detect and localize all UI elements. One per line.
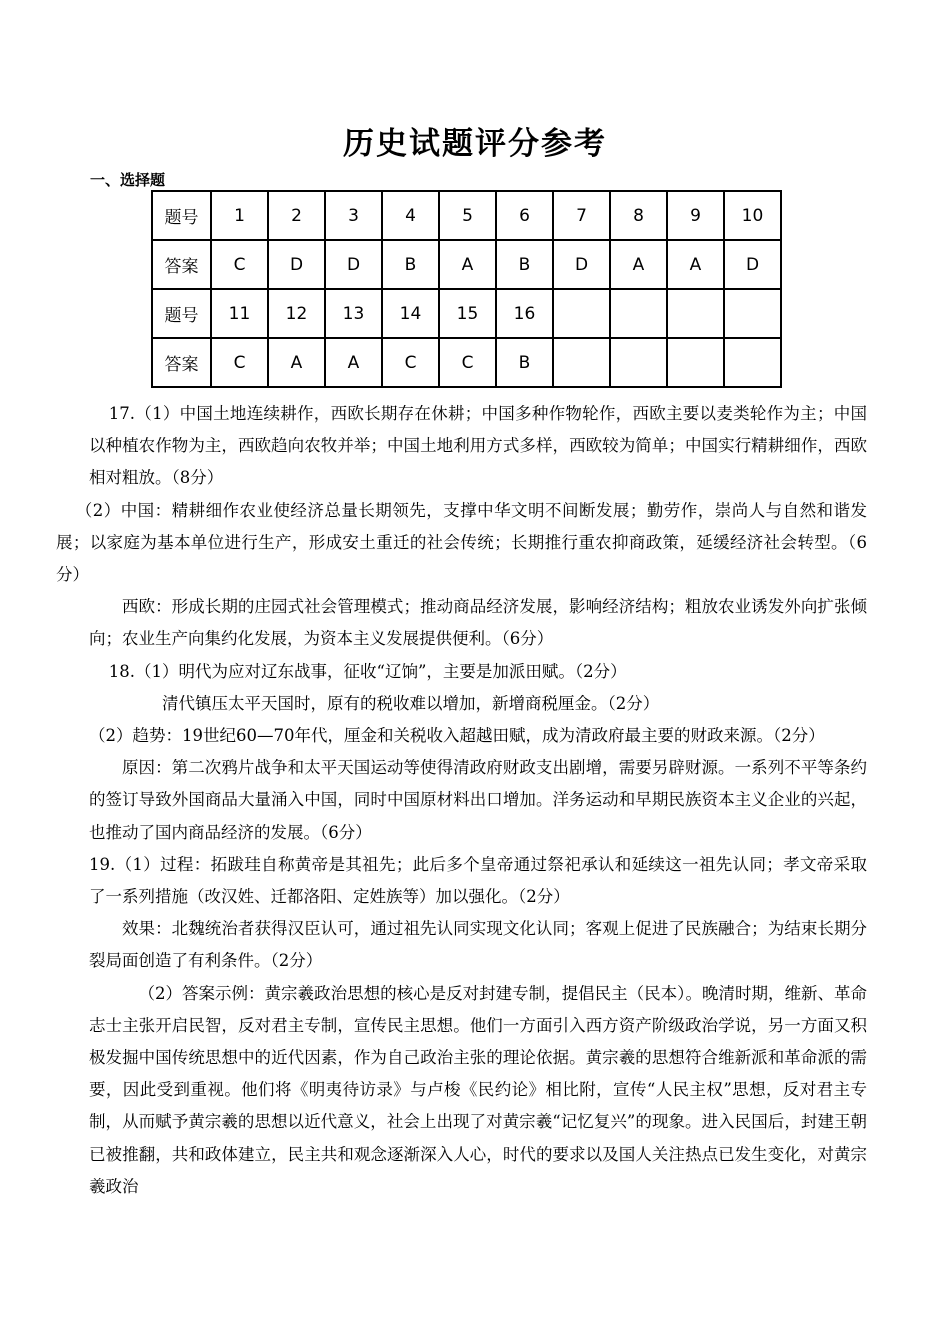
row-header: 题号 xyxy=(152,191,211,240)
table-cell xyxy=(724,338,781,387)
row-header: 题号 xyxy=(152,289,211,338)
table-cell: 5 xyxy=(439,191,496,240)
table-cell: D xyxy=(553,240,610,289)
table-cell: A xyxy=(610,240,667,289)
table-cell: 6 xyxy=(496,191,553,240)
q18-part1-ming: 18.（1）明代为应对辽东战事，征收“辽饷”，主要是加派田赋。（2分） xyxy=(108,661,627,681)
table-cell: B xyxy=(382,240,439,289)
table-cell xyxy=(610,289,667,338)
q18-part2-trend: （2）趋势：19世纪60—70年代，厘金和关税收入超越田赋，成为清政府最主要的财政来源。（2分） xyxy=(89,726,825,746)
table-cell: 11 xyxy=(211,289,268,338)
table-cell: 9 xyxy=(667,191,724,240)
table-cell: D xyxy=(268,240,325,289)
page-title: 历史试题评分参考 xyxy=(343,126,607,162)
table-cell xyxy=(667,338,724,387)
table-cell: B xyxy=(496,338,553,387)
table-cell xyxy=(553,338,610,387)
table-row xyxy=(152,191,781,240)
table-cell xyxy=(667,289,724,338)
table-cell: 1 xyxy=(211,191,268,240)
table-cell: 12 xyxy=(268,289,325,338)
table-cell: 4 xyxy=(382,191,439,240)
answer-text xyxy=(56,398,867,1203)
table-cell: D xyxy=(724,240,781,289)
q17-part2-europe: 西欧：形成长期的庄园式社会管理模式；推动商品经济发展，影响经济结构；粗放农业诱发外向扩张倾向；农业生产向集约化发展，为资本主义发展提供便利。（6分） xyxy=(89,597,867,649)
table-row xyxy=(152,338,781,387)
q19-part1-process: 19.（1）过程：拓跋珪自称黄帝是其祖先；此后多个皇帝通过祭祀承认和延续这一祖先认同；孝文帝采取了一系列措施（改汉姓、迁都洛阳、定姓族等）加以强化。（2分） xyxy=(89,854,867,907)
table-cell: 3 xyxy=(325,191,382,240)
section-heading-choice: 一、选择题 xyxy=(90,171,166,189)
table-cell: 13 xyxy=(325,289,382,338)
row-header: 答案 xyxy=(152,338,211,387)
table-cell: C xyxy=(439,338,496,387)
table-row xyxy=(152,289,781,338)
table-cell: B xyxy=(496,240,553,289)
table-cell: D xyxy=(325,240,382,289)
q18-part1-qing: 清代镇压太平天国时，原有的税收难以增加，新增商税厘金。（2分） xyxy=(162,693,660,713)
q19-part2-answer: （2）答案示例：黄宗羲政治思想的核心是反对封建专制，提倡民主（民本）。晚清时期，维新、革命志士主张开启民智，反对君主专制，宣传民主思想。他们一方面引入西方资产阶级政治学说，另一方面又积极发掘中国传统思想中的近代因素，作为自己政治主张的理论依据。黄宗羲的思想符合维新派和革命派的需要，因此受到重视。他们将《明夷待访录》与卢梭《民约论》相比附，宣传“人民主权”思想，反对君主专制，从而赋予黄宗羲的思想以近代意义，社会上出现了对黄宗羲“记忆复兴”的现象。进入民国后，封建王朝已被推翻，共和政体建立，民主共和观念逐渐深入人心，时代的要求以及国人关注热点已发生变化，对黄宗羲政治 xyxy=(89,983,867,1196)
table-cell: C xyxy=(211,240,268,289)
table-cell: A xyxy=(667,240,724,289)
table-cell: 7 xyxy=(553,191,610,240)
table-cell: A xyxy=(325,338,382,387)
q17-part1: 17.（1）中国土地连续耕作，西欧长期存在休耕；中国多种作物轮作，西欧主要以麦类轮作为主；中国以种植农作物为主，西欧趋向农牧并举；中国土地利用方式多样，西欧较为简单；中国实行精耕细作，西欧相对粗放。（8分） xyxy=(89,404,867,488)
q18-part2-reason: 原因：第二次鸦片战争和太平天国运动等使得清政府财政支出剧增，需要另辟财源。一系列不平等条约的签订导致外国商品大量涌入中国，同时中国原材料出口增加。洋务运动和早期民族资本主义企业的兴起，也推动了国内商品经济的发展。（6分） xyxy=(89,758,867,842)
table-cell xyxy=(610,338,667,387)
table-cell: 8 xyxy=(610,191,667,240)
table-cell: A xyxy=(439,240,496,289)
answer-table xyxy=(151,190,782,388)
table-cell xyxy=(724,289,781,338)
table-cell: 16 xyxy=(496,289,553,338)
table-row xyxy=(152,240,781,289)
table-cell: 10 xyxy=(724,191,781,240)
q17-part2-china: （2）中国：精耕细作农业使经济总量长期领先，支撑中华文明不间断发展；勤劳作，崇尚人与自然和谐发展；以家庭为基本单位进行生产，形成安土重迁的社会传统；长期推行重农抑商政策，延缓经济社会转型。（6分） xyxy=(56,500,867,585)
table-cell: 14 xyxy=(382,289,439,338)
table-cell: C xyxy=(211,338,268,387)
table-cell: 15 xyxy=(439,289,496,338)
table-cell: A xyxy=(268,338,325,387)
table-cell xyxy=(553,289,610,338)
table-cell: 2 xyxy=(268,191,325,240)
table-cell: C xyxy=(382,338,439,387)
q19-part1-effect: 效果：北魏统治者获得汉臣认可，通过祖先认同实现文化认同；客观上促进了民族融合；为结束长期分裂局面创造了有利条件。（2分） xyxy=(89,919,867,971)
row-header: 答案 xyxy=(152,240,211,289)
